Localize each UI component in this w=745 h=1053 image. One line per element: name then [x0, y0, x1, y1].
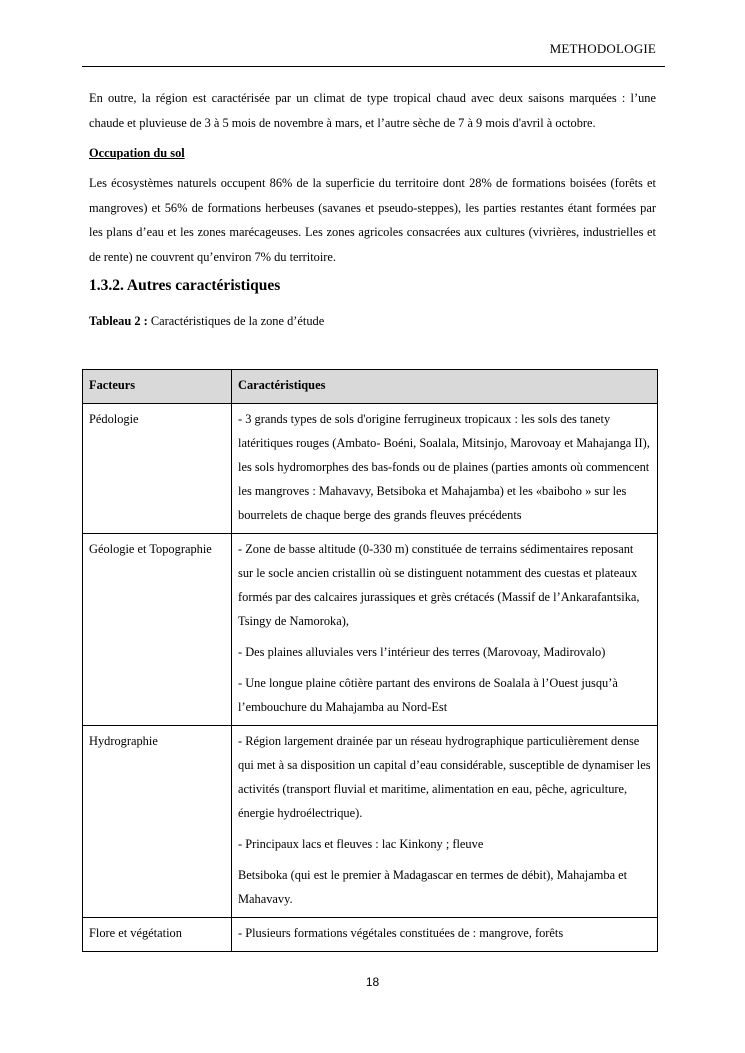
factor-cell: Pédologie — [83, 404, 232, 534]
table-caption — [89, 311, 656, 331]
detail-text: - Plusieurs formations végétales constituées de : mangrove, forêts — [238, 926, 564, 940]
detail-text: - Zone de basse altitude (0-330 m) constituée de terrains sédimentaires reposant sur le socle ancien cristallin où se distinguent notamment des cuestas et plateaux formés par des calcaires jurassiques et grès crétacés (Massif de l’Ankarafantsika, Tsingy de Namoroka), — [238, 542, 640, 628]
characteristics-table — [82, 369, 658, 952]
section-heading: 1.3.2. Autres caractéristiques — [89, 277, 281, 294]
table-row — [83, 918, 658, 952]
table-caption-text: Caractéristiques de la zone d’étude — [147, 314, 325, 328]
land-use-heading: Occupation du sol — [89, 146, 185, 160]
details-cell — [232, 918, 658, 952]
column-header-characteristics: Caractéristiques — [232, 370, 658, 404]
table-row — [83, 534, 658, 726]
detail-text: - Des plaines alluviales vers l’intérieur des terres (Marovoay, Madirovalo) — [238, 645, 606, 659]
land-use-paragraph: Les écosystèmes naturels occupent 86% de la superficie du territoire dont 28% de formations boisées (forêts et mangroves) et 56% de formations herbeuses (savanes et pseudo-steppes), les parties restantes étant formées par les plans d’eau et les zones marécageuses. Les zones agricoles consacrées aux cultures (vivrières, industrielles et de rente) ne couvrent qu’environ 7% du territoire. — [89, 176, 656, 264]
detail-text: - Une longue plaine côtière partant des environs de Soalala à l’Ouest jusqu’à l’embouchure du Mahajamba au Nord-Est — [238, 676, 618, 714]
header-rule — [82, 66, 665, 67]
table-header-row — [83, 370, 658, 404]
page-body — [89, 86, 656, 339]
detail-text: - Principaux lacs et fleuves : lac Kinkony ; fleuve — [238, 837, 484, 851]
detail-text: - 3 grands types de sols d'origine ferrugineux tropicaux : les sols des tanety latéritiques rouges (Ambato- Boéni, Soalala, Mitsinjo, Marovoay et Mahajanga II), les sols hydromorphes des bas-fonds ou de plaines (parties amonts où commencent les mangroves : Mahavavy, Betsiboka et Mahajamba) et les «baiboho » sur les bourrelets de chaque berge des grands fleuves précédents — [238, 412, 650, 522]
factor-cell: Géologie et Topographie — [83, 534, 232, 726]
table-caption-label: Tableau 2 : — [89, 314, 148, 328]
column-header-factors: Facteurs — [83, 370, 232, 404]
factor-cell: Hydrographie — [83, 726, 232, 918]
table-row — [83, 404, 658, 534]
table-row — [83, 726, 658, 918]
page-number: 18 — [365, 975, 380, 989]
factor-cell: Flore et végétation — [83, 918, 232, 952]
detail-text: - Région largement drainée par un réseau hydrographique particulièrement dense qui met à sa disposition un capital d’eau considérable, susceptible de dynamiser les activités (transport fluvial et maritime, alimentation en eau, pêche, agriculture, énergie hydroélectrique). — [238, 734, 651, 820]
details-cell — [232, 726, 658, 918]
details-cell — [232, 404, 658, 534]
details-cell — [232, 534, 658, 726]
running-header: METHODOLOGIE — [549, 41, 656, 56]
climate-paragraph: En outre, la région est caractérisée par un climat de type tropical chaud avec deux saisons marquées : l’une chaude et pluvieuse de 3 à 5 mois de novembre à mars, et l’autre sèche de 7 à 9 mois d'avril à octobre. — [89, 91, 656, 130]
detail-text: Betsiboka (qui est le premier à Madagascar en termes de débit), Mahajamba et Mahavavy. — [238, 868, 628, 906]
